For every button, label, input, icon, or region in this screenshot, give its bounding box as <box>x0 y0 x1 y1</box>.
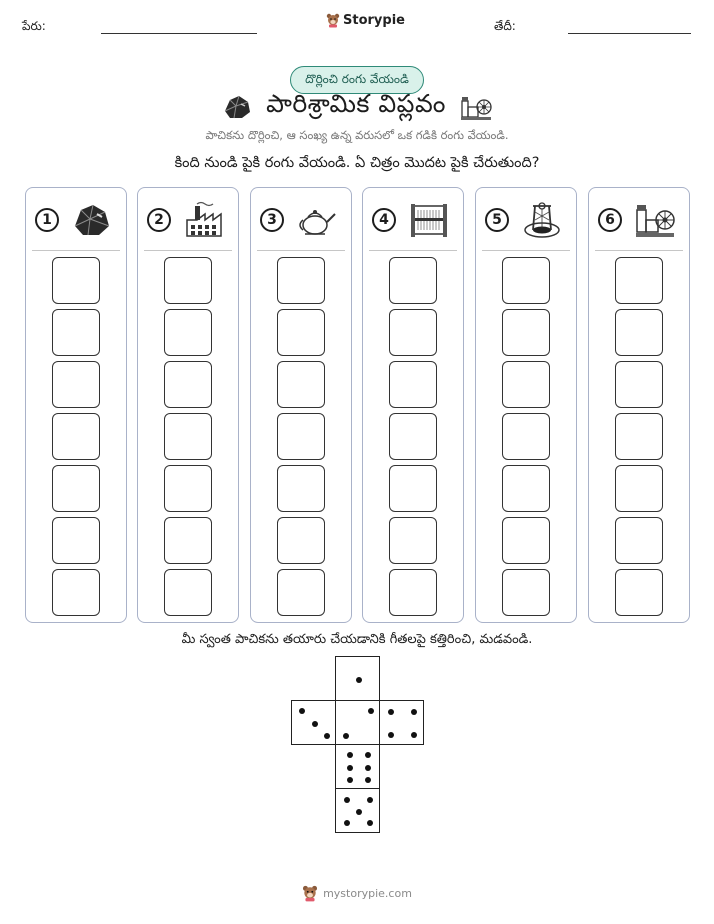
column-header <box>476 188 576 250</box>
mine-shaft-icon <box>521 200 563 240</box>
color-box[interactable] <box>389 465 437 512</box>
column-divider <box>257 250 345 251</box>
color-box[interactable] <box>52 309 100 356</box>
instruction: కింది నుండి పైకి రంగు వేయండి. ఏ చిత్రం మొదట పైకి చేరుతుంది? <box>174 155 540 171</box>
color-box[interactable] <box>502 413 550 460</box>
die-pip <box>347 752 353 758</box>
color-box[interactable] <box>615 517 663 564</box>
title-row <box>0 90 714 124</box>
die-pip <box>365 752 371 758</box>
page-title: పారిశ్రామిక విప్లవం <box>266 89 446 118</box>
die-pip <box>299 708 305 714</box>
teapot-icon <box>296 200 338 240</box>
color-box[interactable] <box>389 517 437 564</box>
die-pip <box>343 733 349 739</box>
die-pip <box>368 708 374 714</box>
subtitle: పాచికను దొర్లించి, ఆ సంఖ్య ఉన్న వరుసలో ఒక గడికి రంగు వేయండి. <box>205 128 509 142</box>
column-divider <box>595 250 683 251</box>
color-box[interactable] <box>389 413 437 460</box>
die-pip <box>365 765 371 771</box>
column-1 <box>25 187 127 623</box>
die-pip <box>344 820 350 826</box>
column-header <box>363 188 463 250</box>
color-box[interactable] <box>277 309 325 356</box>
coal-icon <box>71 200 113 240</box>
column-divider <box>32 250 120 251</box>
color-box[interactable] <box>389 257 437 304</box>
color-box[interactable] <box>615 309 663 356</box>
brand-logo <box>326 13 405 28</box>
color-box[interactable] <box>615 413 663 460</box>
die-face-5 <box>335 788 380 833</box>
column-number: 2 <box>147 208 171 232</box>
die-pip <box>388 732 394 738</box>
column-number: 6 <box>598 208 622 232</box>
color-box[interactable] <box>164 257 212 304</box>
color-box[interactable] <box>502 569 550 616</box>
color-box[interactable] <box>52 465 100 512</box>
color-box[interactable] <box>389 361 437 408</box>
color-box[interactable] <box>502 465 550 512</box>
column-header <box>589 188 689 250</box>
column-number: 5 <box>485 208 509 232</box>
loom-icon <box>408 200 450 240</box>
color-box[interactable] <box>164 413 212 460</box>
footer-url: mystorypie.com <box>323 887 412 900</box>
color-box[interactable] <box>164 361 212 408</box>
die-pip <box>347 765 353 771</box>
color-box[interactable] <box>52 517 100 564</box>
brand-name: Storypie <box>343 13 405 28</box>
die-face-4 <box>379 700 424 745</box>
color-box[interactable] <box>52 257 100 304</box>
color-box[interactable] <box>164 309 212 356</box>
color-box[interactable] <box>164 517 212 564</box>
color-box[interactable] <box>502 517 550 564</box>
name-line[interactable] <box>101 33 257 34</box>
column-number: 4 <box>372 208 396 232</box>
steam-engine-icon <box>634 200 676 240</box>
color-box[interactable] <box>615 465 663 512</box>
column-number: 3 <box>260 208 284 232</box>
cut-instruction: మీ స్వంత పాచికను తయారు చేయడానికి గీతలపై కత్తిరించి, మడవండి. <box>181 632 533 647</box>
die-face-3 <box>291 700 336 745</box>
column-header <box>251 188 351 250</box>
die-pip <box>344 797 350 803</box>
column-2 <box>137 187 239 623</box>
color-box[interactable] <box>52 569 100 616</box>
color-box[interactable] <box>277 413 325 460</box>
color-box[interactable] <box>277 517 325 564</box>
color-box[interactable] <box>277 569 325 616</box>
die-pip <box>411 709 417 715</box>
date-label: తేదీ: <box>494 19 516 33</box>
die-pip <box>356 809 362 815</box>
column-6 <box>588 187 690 623</box>
column-5 <box>475 187 577 623</box>
column-divider <box>369 250 457 251</box>
die-pip <box>388 709 394 715</box>
footer <box>0 885 714 902</box>
die-pip <box>324 733 330 739</box>
die-pip <box>365 777 371 783</box>
bear-logo-icon <box>326 13 340 28</box>
name-label: పేరు: <box>22 19 46 33</box>
bear-logo-icon <box>302 885 318 902</box>
die-pip <box>411 732 417 738</box>
column-header <box>138 188 238 250</box>
die-pip <box>356 677 362 683</box>
column-number: 1 <box>35 208 59 232</box>
color-box[interactable] <box>277 465 325 512</box>
coal-icon <box>222 94 252 120</box>
die-pip <box>347 777 353 783</box>
column-divider <box>482 250 570 251</box>
color-box[interactable] <box>502 309 550 356</box>
color-box[interactable] <box>52 413 100 460</box>
color-box[interactable] <box>277 257 325 304</box>
color-box[interactable] <box>52 361 100 408</box>
color-box[interactable] <box>502 257 550 304</box>
color-box[interactable] <box>502 361 550 408</box>
column-header <box>26 188 126 250</box>
column-divider <box>144 250 232 251</box>
color-box[interactable] <box>164 569 212 616</box>
column-3 <box>250 187 352 623</box>
roll-and-color-badge: దొర్లించి రంగు వేయండి <box>290 66 424 94</box>
color-box[interactable] <box>164 465 212 512</box>
color-box[interactable] <box>389 309 437 356</box>
steam-engine-icon <box>460 93 492 121</box>
die-pip <box>367 820 373 826</box>
die-face-1 <box>335 656 380 701</box>
die-face-6 <box>335 744 380 789</box>
color-box[interactable] <box>615 257 663 304</box>
color-box[interactable] <box>615 569 663 616</box>
date-line[interactable] <box>568 33 691 34</box>
color-box[interactable] <box>615 361 663 408</box>
die-pip <box>312 721 318 727</box>
column-4 <box>362 187 464 623</box>
color-box[interactable] <box>389 569 437 616</box>
factory-icon <box>183 200 225 240</box>
die-pip <box>367 797 373 803</box>
color-box[interactable] <box>277 361 325 408</box>
die-face-2 <box>335 700 380 745</box>
